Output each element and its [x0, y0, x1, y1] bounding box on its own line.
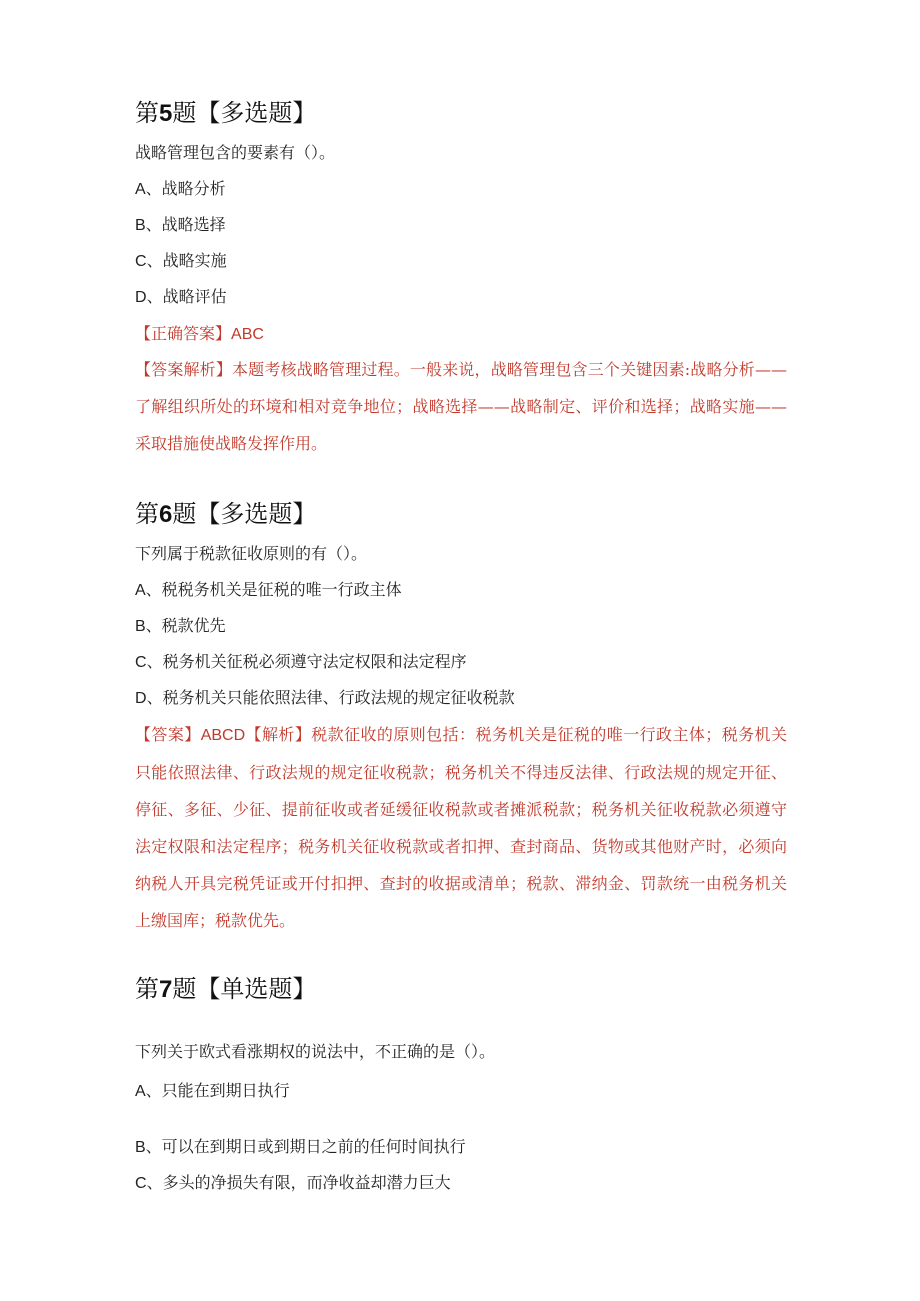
- question-7-stem: 下列关于欧式看涨期权的说法中，不正确的是（）。: [135, 1042, 496, 1061]
- analysis-text: 本题考核战略管理过程。一般来说，战略管理包含三个关键因素:战略分析——了解组织所处的环境和相对竞争地位；战略选择——战略制定、评价和选择；战略实施——采取措施使战略发挥作用。: [135, 360, 787, 453]
- question-number: 6: [159, 501, 173, 528]
- option-letter: C: [135, 253, 147, 270]
- question-5-option-b: [135, 213, 226, 238]
- option-letter: A: [135, 582, 146, 599]
- question-5-option-d: [135, 285, 227, 310]
- option-letter: D: [135, 690, 147, 707]
- question-6-heading: [135, 499, 316, 530]
- question-7-heading: [135, 974, 316, 1005]
- option-letter: A: [135, 181, 146, 198]
- question-6-option-c: [135, 650, 467, 675]
- question-7-option-a: [135, 1079, 290, 1104]
- question-6-option-b: [135, 614, 226, 639]
- option-text: 、多头的净损失有限，而净收益却潜力巨大: [146, 1173, 451, 1192]
- option-letter: B: [135, 618, 146, 635]
- question-type: 题【多选题】: [172, 99, 317, 127]
- option-letter: A: [135, 1083, 146, 1100]
- answer-value: ABC: [231, 326, 264, 343]
- question-5-heading: [135, 98, 316, 129]
- option-letter: C: [135, 654, 147, 671]
- option-letter: C: [135, 1175, 147, 1192]
- option-letter: B: [135, 217, 146, 234]
- question-number: 5: [159, 100, 173, 127]
- question-7-option-b: [135, 1135, 466, 1160]
- question-number: 7: [159, 976, 173, 1003]
- question-5-stem: 战略管理包含的要素有（）。: [135, 143, 336, 162]
- analysis-text: 税款征收的原则包括：税务机关是征税的唯一行政主体；税务机关只能依照法律、行政法规的规定征收税款；税务机关不得违反法律、行政法规的规定开征、停征、多征、少征、提前征收或者延缓征收税款或者摊派税款；税务机关征收税款必须遵守法定权限和法定程序；税务机关征收税款或者扣押、查封商品、货物或其他财产时，必须向纳税人开具完税凭证或开付扣押、查封的收据或清单；税款、滞纳金、罚款统一由税务机关上缴国库；税款优先。: [135, 725, 787, 930]
- answer-label: 【答案】: [135, 725, 201, 744]
- option-letter: D: [135, 289, 147, 306]
- option-text: 、税务机关征税必须遵守法定权限和法定程序: [146, 652, 467, 671]
- analysis-label: 【解析】: [245, 725, 312, 744]
- question-5-option-a: [135, 177, 226, 202]
- question-5-analysis: [135, 351, 787, 462]
- heading-prefix: 第: [135, 99, 159, 127]
- option-text: 、税务机关只能依照法律、行政法规的规定征收税款: [146, 688, 515, 707]
- answer-label: 【正确答案】: [135, 324, 232, 343]
- option-letter: B: [135, 1139, 146, 1156]
- question-6-option-a: [135, 578, 402, 603]
- option-text: 、可以在到期日或到期日之前的任何时间执行: [145, 1137, 466, 1156]
- question-5-option-c: [135, 249, 227, 274]
- option-text: 、只能在到期日执行: [145, 1081, 290, 1100]
- question-6-stem: 下列属于税款征收原则的有（）。: [135, 544, 368, 563]
- analysis-label: 【答案解析】: [135, 360, 233, 379]
- option-text: 、战略分析: [145, 179, 226, 198]
- question-type: 题【单选题】: [172, 975, 317, 1003]
- answer-value: ABCD: [200, 727, 246, 744]
- option-text: 、税税务机关是征税的唯一行政主体: [145, 580, 402, 599]
- option-text: 、战略选择: [145, 215, 226, 234]
- option-text: 、战略实施: [146, 251, 227, 270]
- heading-prefix: 第: [135, 500, 159, 528]
- question-5-answer: [135, 322, 264, 347]
- question-type: 题【多选题】: [172, 500, 317, 528]
- question-6-answer-analysis: [135, 716, 787, 939]
- question-6-option-d: [135, 686, 515, 711]
- option-text: 、税款优先: [145, 616, 226, 635]
- option-text: 、战略评估: [146, 287, 227, 306]
- question-7-option-c: [135, 1171, 451, 1196]
- heading-prefix: 第: [135, 975, 159, 1003]
